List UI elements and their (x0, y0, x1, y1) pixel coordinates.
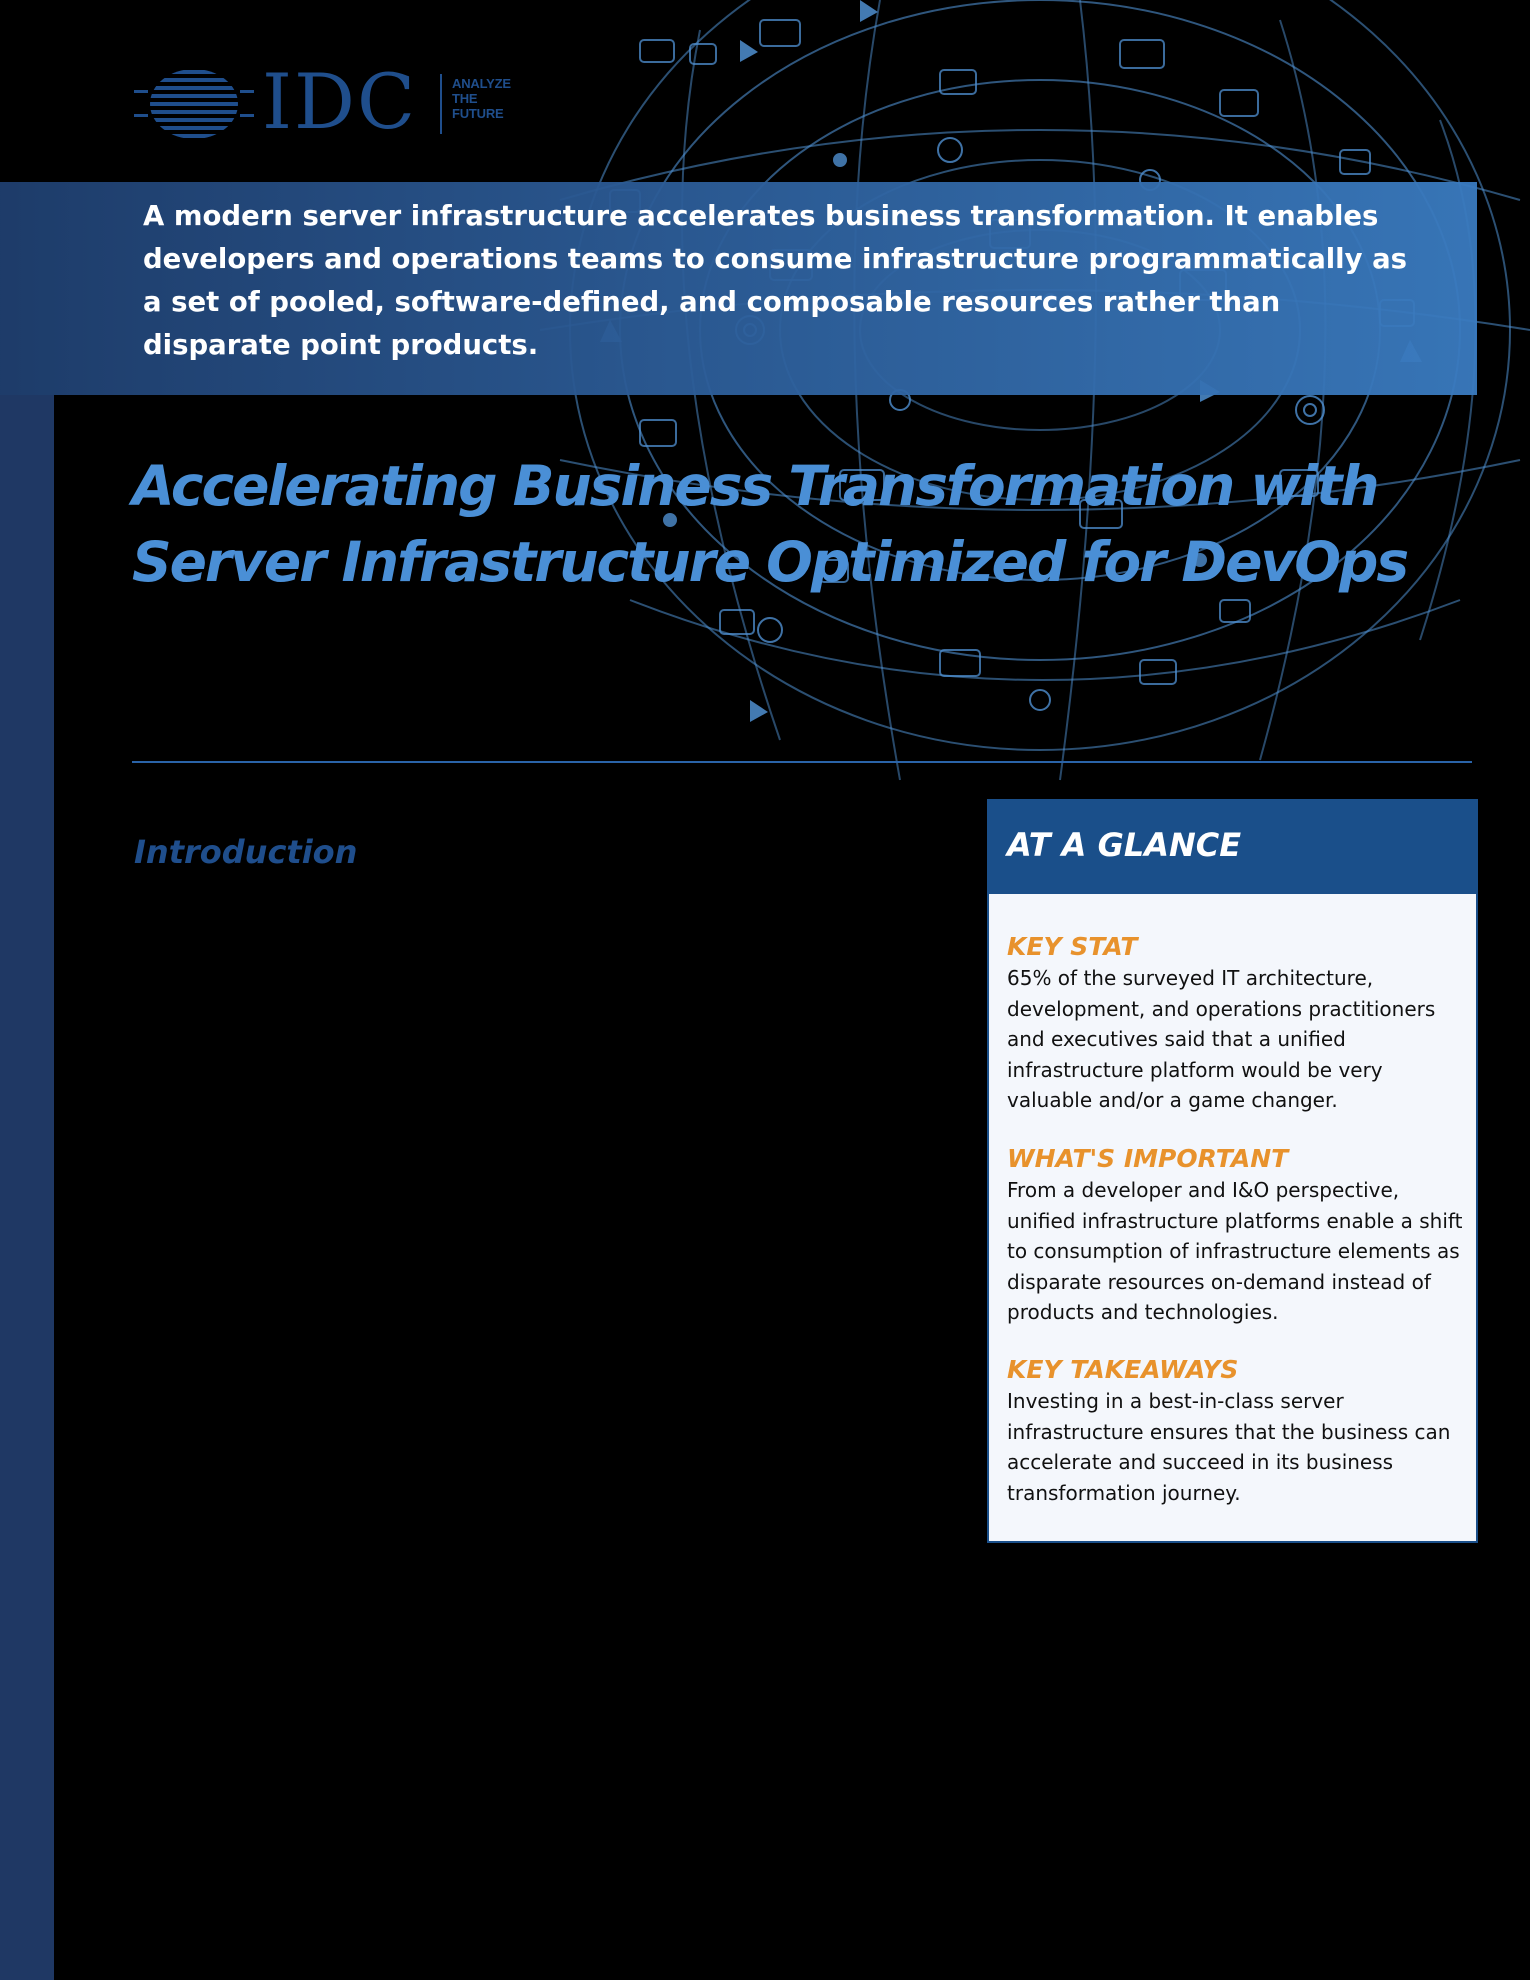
glance-section-body: 65% of the surveyed IT architecture, development, and operations practitioners and executives said that a unified infrastructure platform would be very valuable and/or a game changer. (1007, 966, 1436, 1112)
section-divider (132, 761, 1472, 763)
logo-tagline-line: ANALYZE (452, 76, 511, 91)
at-a-glance-title: AT A GLANCE (1007, 826, 1242, 864)
glance-section-title: WHAT'S IMPORTANT (1007, 1144, 1289, 1173)
left-accent-bar (0, 395, 54, 1980)
glance-section-body: Investing in a best-in-class server infrastructure ensures that the business can accelerate and succeed in its business transformation journey. (1007, 1389, 1451, 1505)
glance-section-key-stat (1007, 931, 1467, 1116)
logo-tagline-line: THE (452, 91, 478, 106)
at-a-glance-header (989, 801, 1476, 894)
glance-section-title: KEY TAKEAWAYS (1007, 1355, 1239, 1384)
glance-section-body: From a developer and I&O perspective, unified infrastructure platforms enable a shift to consumption of infrastructure elements as disparate resources on-demand instead of products and technologies. (1007, 1178, 1463, 1324)
page-title-line: Accelerating Business Transformation with (132, 454, 1378, 518)
page-title-line: Server Infrastructure Optimized for DevOps (132, 530, 1408, 594)
logo-wordmark: IDC (262, 57, 418, 146)
page-title (132, 448, 1462, 600)
logo-divider (440, 74, 442, 134)
glance-section-whats-important (1007, 1143, 1467, 1328)
wireframe-globe-graphic (520, 0, 1530, 790)
idc-logo-mark (134, 68, 254, 140)
glance-section-key-takeaways (1007, 1354, 1467, 1508)
at-a-glance-panel (987, 799, 1478, 1543)
introduction-heading: Introduction (134, 833, 358, 871)
summary-banner-text: A modern server infrastructure accelerates business transformation. It enables developers and operations teams to consume infrastructure programmatically as a set of pooled, software-defined, and composable resources rather than disparate point products. (143, 200, 1408, 361)
logo-tagline-line: FUTURE (452, 106, 504, 121)
glance-section-title: KEY STAT (1007, 932, 1138, 961)
idc-logo (134, 57, 534, 146)
logo-tagline (452, 76, 532, 121)
